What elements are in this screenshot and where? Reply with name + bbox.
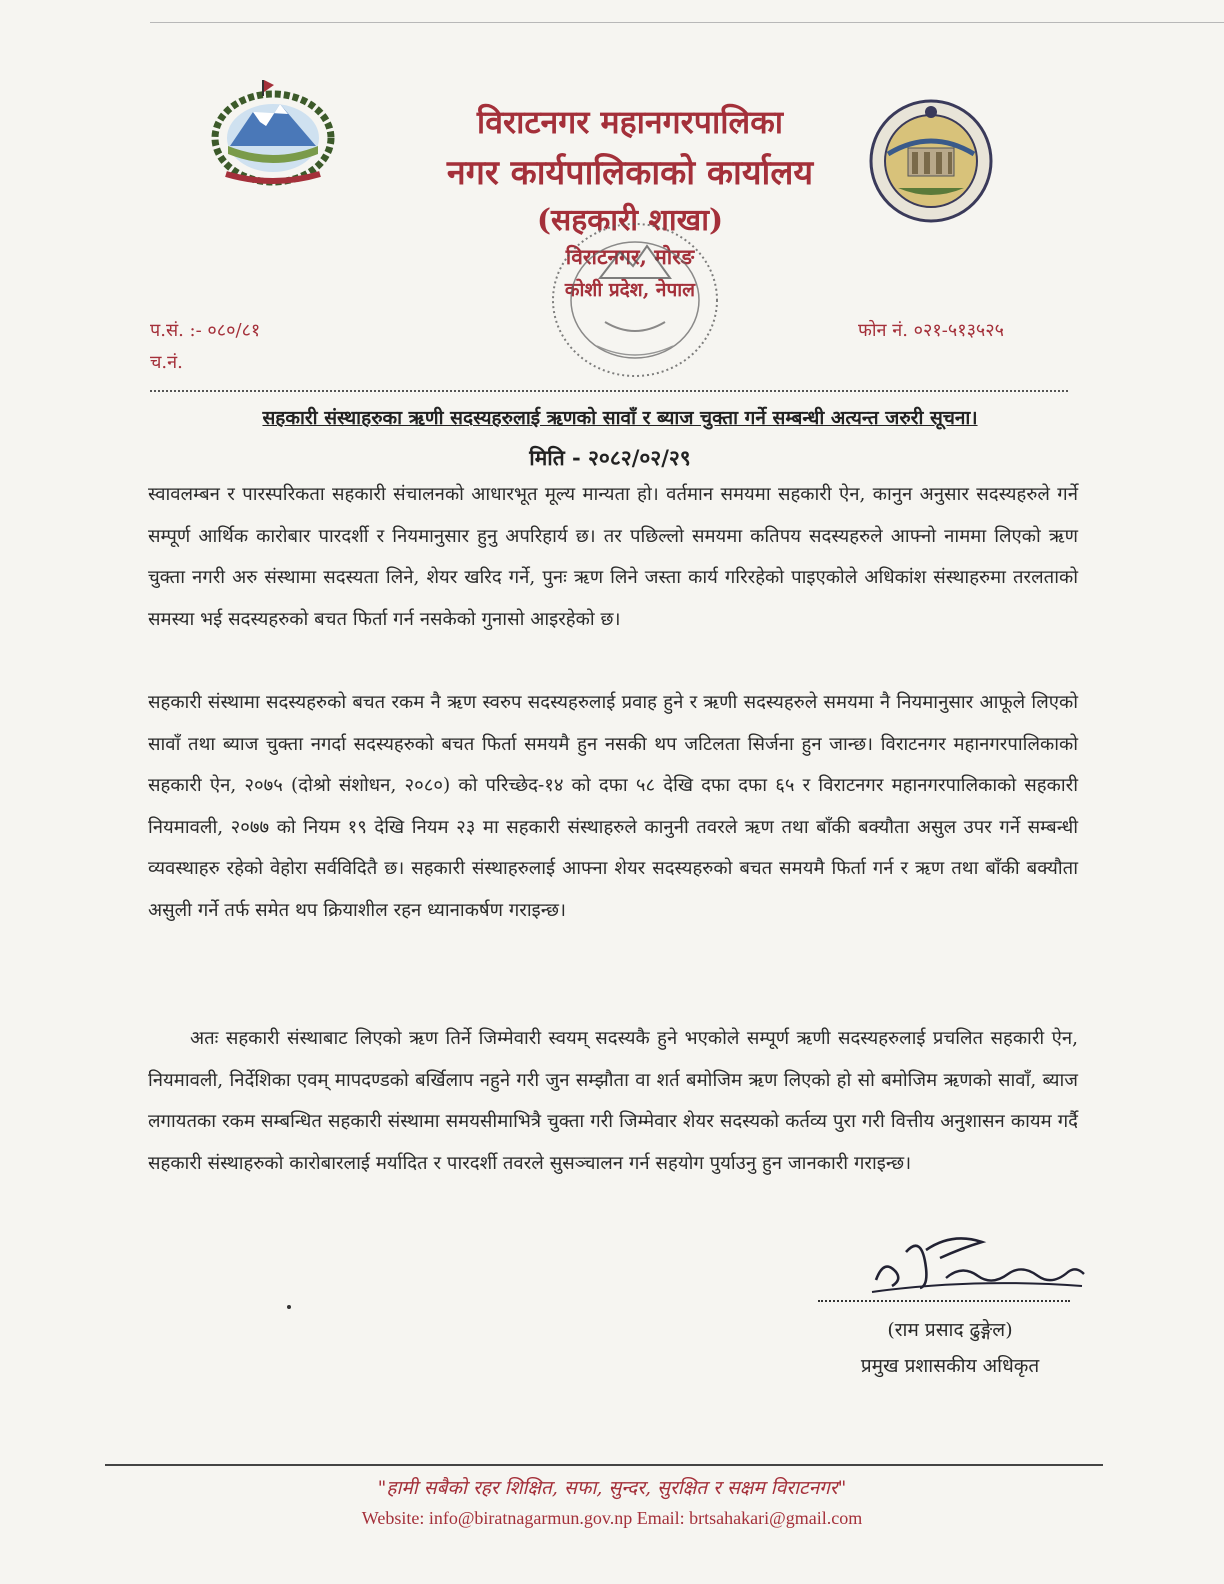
reference-number: प.सं. :- ०८०/८१ — [150, 320, 261, 341]
address-city: विराटनगर, मोरङ — [565, 244, 695, 269]
header-separator — [150, 390, 1068, 392]
paragraph-1: स्वावलम्बन र पारस्परिकता सहकारी संचालनको आधारभूत मूल्य मान्यता हो। वर्तमान समयमा सहकारी ऐन, कानुन अनुसार सदस्यहरुले गर्ने सम्पूर्ण आर्थिक कारोबार पारदर्शी र नियमानुसार हुनु अपरिहार्य छ। तर पछिल्लो समयमा कतिपय सदस्यहरुले आफ्नो नाममा लिएको ऋण चुक्ता नगरी अरु संस्थामा सदस्यता लिने, शेयर खरिद गर्ने, पुनः ऋण लिने जस्ता कार्य गरिरहेको पाइएकोले अधिकांश संस्थाहरुमा तरलताको समस्या भई सदस्यहरुको बचत फिर्ता गर्न नसकेको गुनासो आइरहेको छ। — [148, 484, 1078, 630]
stray-dot — [287, 1305, 291, 1309]
footer-contact: Website: info@biratnagarmun.gov.np Email: brtsahakari@gmail.com — [361, 1508, 863, 1528]
footer-separator — [105, 1464, 1103, 1466]
handwritten-signature-icon — [862, 1228, 1092, 1298]
office-stamp-icon — [545, 218, 725, 383]
phone-number: फोन नं. ०२१-५१३५२५ — [858, 320, 1005, 341]
branch-name: (सहकारी शाखा) — [536, 203, 724, 238]
signature-line — [818, 1300, 1070, 1302]
municipality-name: विराटनगर महानगरपालिका — [476, 103, 784, 141]
footer-slogan: "हामी सबैको रहर शिक्षित, सफा, सुन्दर, सुरक्षित र सक्षम विराटनगर" — [377, 1477, 847, 1499]
nepal-emblem-icon — [198, 80, 348, 190]
office-name: नगर कार्यपालिकाको कार्यालय — [446, 153, 814, 193]
paragraph-2: सहकारी संस्थामा सदस्यहरुको बचत रकम नै ऋण स्वरुप सदस्यहरुलाई प्रवाह हुने र ऋणी सदस्यहरुले समयमा नै नियमानुसार आफूले लिएको सावाँ तथा ब्याज चुक्ता नगर्दा सदस्यहरुको बचत फिर्ता समयमै हुन नसकी थप जटिलता सिर्जना हुन जान्छ। विराटनगर महानगरपालिकाको सहकारी ऐन, २०७५ (दोश्रो संशोधन, २०८०) को परिच्छेद-१४ को दफा ५८ देखि दफा दफा ६५ र विराटनगर महानगरपालिकाको सहकारी नियमावली, २०७७ को नियम १९ देखि नियम २३ मा सहकारी संस्थाहरुले कानुनी तवरले ऋण तथा बाँकी बक्यौता असुल उपर गर्ने सम्बन्धी व्यवस्थाहरु रहेको वेहोरा सर्वविदितै छ। सहकारी संस्थाहरुलाई आफ्ना शेयर सदस्यहरुको बचत समयमै फिर्ता गर्न र ऋण तथा बाँकी बक्यौता असुली गर्ने तर्फ समेत थप क्रियाशील रहन ध्यानाकर्षण गराइन्छ। — [148, 692, 1078, 921]
notice-subject: सहकारी संस्थाहरुका ऋणी सदस्यहरुलाई ऋणको सावाँ र ब्याज चुक्ता गर्ने सम्बन्धी अत्यन्त जरुरी सूचना। — [262, 407, 978, 429]
dispatch-number: च.नं. — [150, 352, 183, 373]
paragraph-3: अतः सहकारी संस्थाबाट लिएको ऋण तिर्ने जिम्मेवारी स्वयम् सदस्यकै हुने भएकोले सम्पूर्ण ऋणी सदस्यहरुलाई प्रचलित सहकारी ऐन, नियमावली, निर्देशिका एवम् मापदण्डको बर्खिलाप नहुने गरी जुन सम्झौता वा शर्त बमोजिम ऋण लिएको हो सो बमोजिम ऋणको सावाँ, ब्याज लगायतका रकम सम्बन्धित सहकारी संस्थामा समयसीमाभित्रै चुक्ता गरी जिम्मेवार शेयर सदस्यको कर्तव्य पुरा गरी वित्तीय अनुशासन कायम गर्दै सहकारी संस्थाहरुको कारोबारलाई मर्यादित र पारदर्शी तवरले सुसञ्चालन गर्न सहयोग पुर्याउनु हुन जानकारी गराइन्छ। — [148, 1028, 1078, 1174]
signatory-title: प्रमुख प्रशासकीय अधिकृत — [860, 1355, 1040, 1377]
address-province: कोशी प्रदेश, नेपाल — [564, 279, 696, 301]
signatory-name: (राम प्रसाद ढुङ्गेल) — [887, 1319, 1013, 1341]
top-border — [150, 22, 1224, 23]
notice-date: मिति - २०८२/०२/२९ — [529, 445, 691, 470]
